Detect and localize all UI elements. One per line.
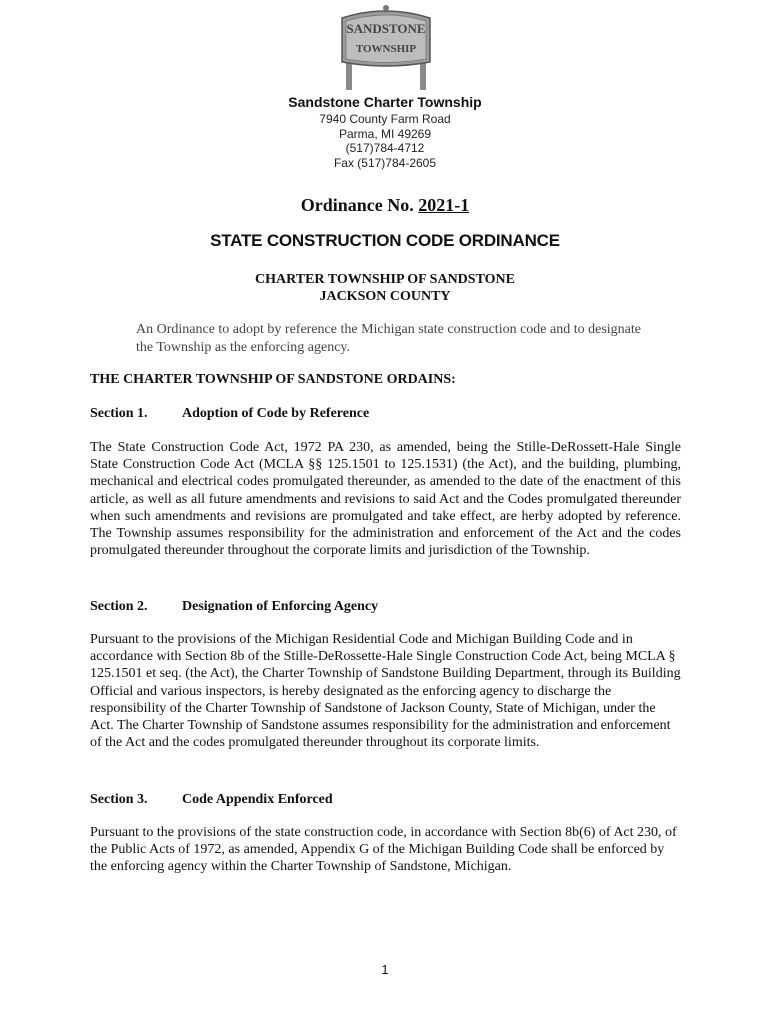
section-3-body: Pursuant to the provisions of the state construction code, in accordance with Section 8b(6) of Act 230, of the Public Acts of 1972, as amended, Appendix G of the Michigan Building Code shall be enforced by the enforcing agency within the Charter Township of Sandstone, Michigan. bbox=[90, 825, 677, 875]
letterhead-address: 7940 County Farm Road bbox=[319, 112, 451, 126]
ordinance-number-label: Ordinance No. bbox=[300, 195, 419, 215]
ordinance-number-value: 2021-1 bbox=[418, 195, 470, 215]
logo-text-sandstone: SANDSTONE bbox=[346, 21, 426, 36]
ordinance-number bbox=[0, 195, 770, 216]
township-sign-logo bbox=[336, 0, 436, 90]
section-1-body: The State Construction Code Act, 1972 PA 230, as amended, being the Stille-DeRossett-Hale Single State Construction Code Act (MCLA §§ 125.1501 to 125.1531) (the Act), and the building, plumbing, mechanical and electrical codes promulgated thereunder, as amended to the date of the enactment of this article, as well as all future amendments and revisions to said Act and the Codes promulgated thereunder when such amendments and revisions are promulgated and take effect, are herby adopted by reference. The Township assumes responsibility for the administration and enforcement of the Act and the codes promulgated thereunder throughout the corporate limits and jurisdiction of the Township. bbox=[90, 440, 681, 559]
logo-text-township: TOWNSHIP bbox=[355, 43, 417, 55]
section-title: Adoption of Code by Reference bbox=[182, 406, 370, 421]
section-2-heading bbox=[90, 599, 378, 615]
letterhead-fax: Fax (517)784-2605 bbox=[333, 156, 437, 170]
section-title: Code Appendix Enforced bbox=[182, 792, 333, 807]
section-title: Designation of Enforcing Agency bbox=[182, 599, 379, 614]
ordinance-purpose: An Ordinance to adopt by reference the Michigan state construction code and to designate the Township as the enforcing agency. bbox=[136, 322, 641, 355]
letterhead-phone: (517)784-4712 bbox=[345, 141, 425, 155]
letterhead-name: Sandstone Charter Township bbox=[288, 94, 482, 110]
section-2-body: Pursuant to the provisions of the Michigan Residential Code and Michigan Building Code and in accordance with Section 8b of the Stille-DeRossette-Hale Single Construction Code Act, being MCLA § 125.1501 et seq. (the Act), the Charter Township of Sandstone Building Department, through its Building Official and various inspectors, is hereby designated as the enforcing agency to discharge the responsibility of the Charter Township of Sandstone of Jackson County, State of Michigan, under the Act. The Charter Township of Sandstone assumes responsibility for the administration and enforcement of the Act and the codes promulgated thereunder throughout its corporate limits. bbox=[90, 632, 681, 751]
section-3-heading bbox=[90, 792, 333, 808]
letterhead-city: Parma, MI 49269 bbox=[338, 127, 432, 141]
jurisdiction-line-2: JACKSON COUNTY bbox=[319, 289, 451, 304]
page-number: 1 bbox=[381, 962, 389, 977]
section-1-heading bbox=[90, 406, 369, 422]
section-number: Section 1. bbox=[90, 406, 148, 421]
section-number: Section 2. bbox=[90, 599, 148, 614]
jurisdiction-line-1: CHARTER TOWNSHIP OF SANDSTONE bbox=[255, 272, 515, 287]
section-number: Section 3. bbox=[90, 792, 148, 807]
ordinance-title: STATE CONSTRUCTION CODE ORDINANCE bbox=[210, 231, 560, 250]
ordains-statement: THE CHARTER TOWNSHIP OF SANDSTONE ORDAINS: bbox=[90, 372, 456, 387]
